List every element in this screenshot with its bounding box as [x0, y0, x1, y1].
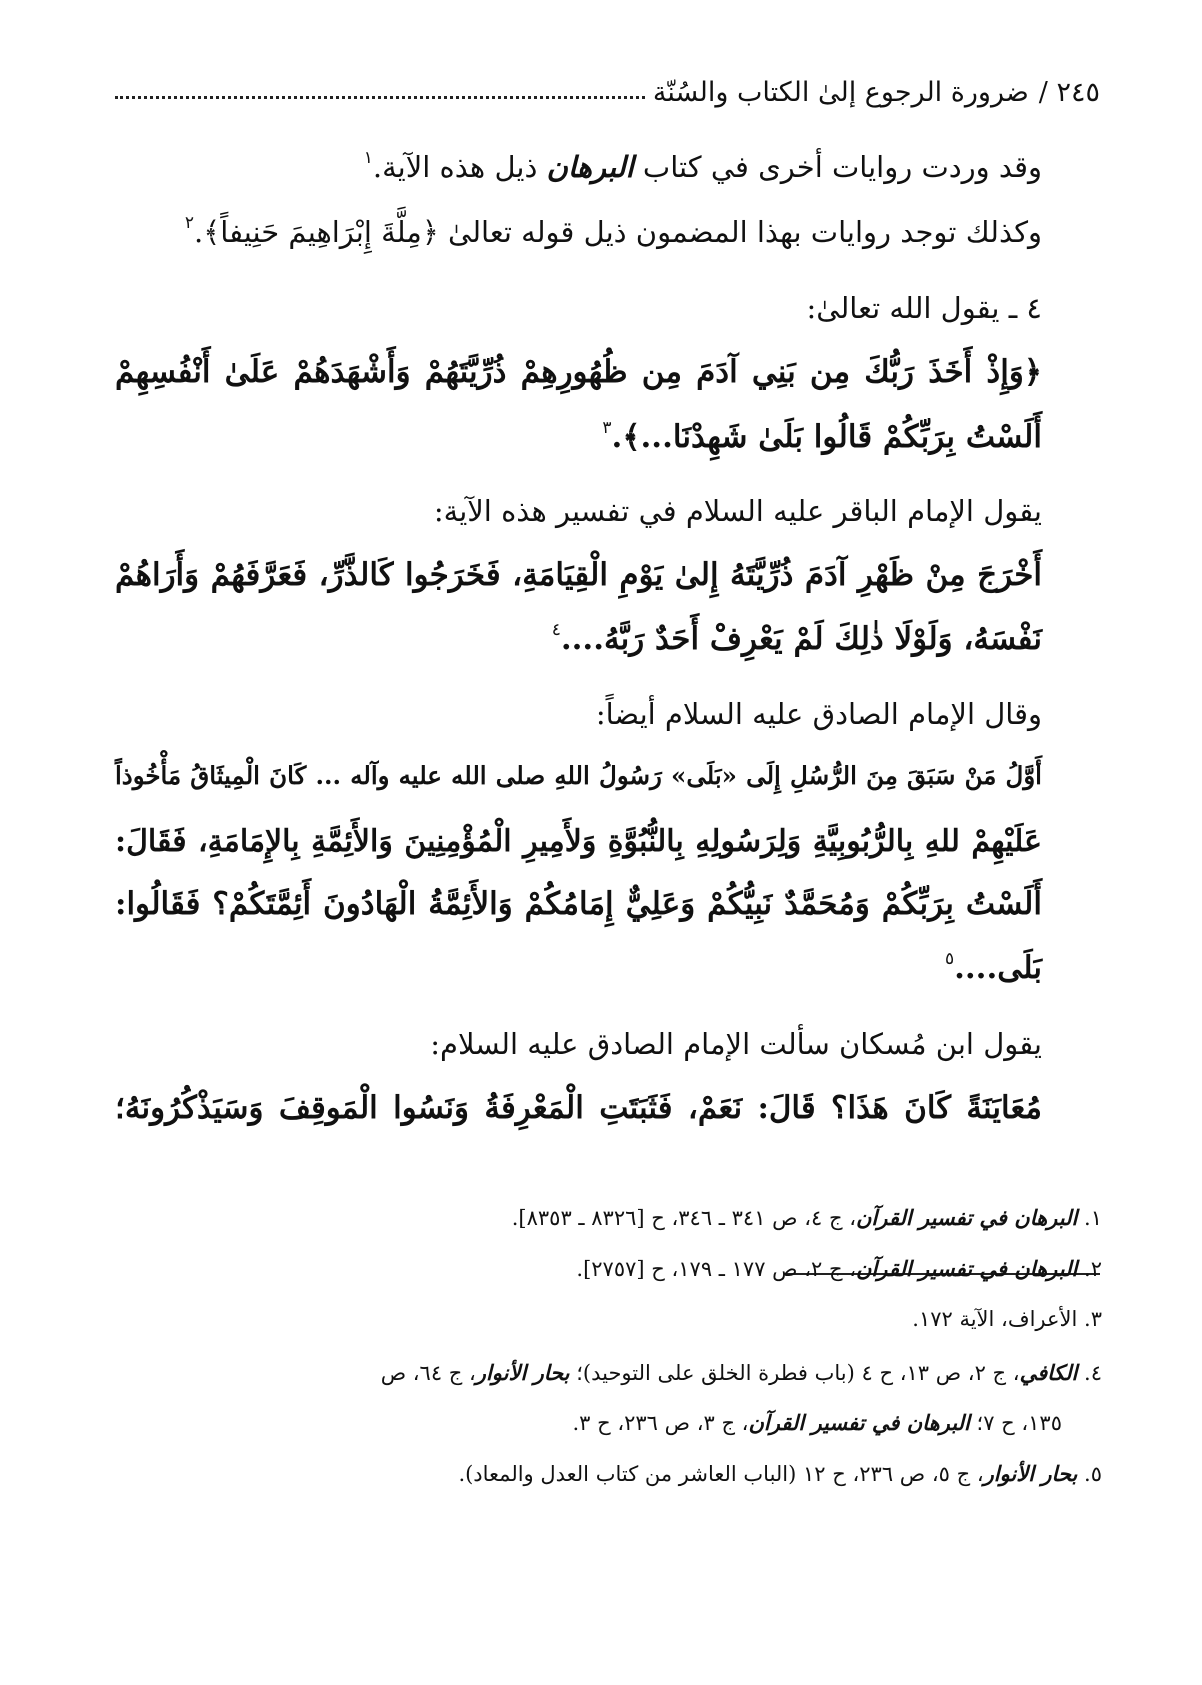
footnote-number: ١. — [1084, 1206, 1102, 1230]
header-dot-leader — [115, 96, 645, 99]
footnote-number: ٤. — [1084, 1361, 1102, 1385]
footnote — [115, 1360, 1102, 1385]
source-title: البرهان في تفسير القرآن — [855, 1205, 1078, 1230]
verse-line: ﴿وَإِذْ أَخَذَ رَبُّكَ مِن بَنِي آدَمَ مِن ظُهُورِهِمْ ذُرِّيَّتَهُمْ وَأَشْهَدَهُمْ عَلَىٰ أَنْفُسِهِمْ — [115, 354, 1042, 390]
source-title: الكافي — [1019, 1360, 1078, 1385]
footnote-ref: ٤ — [551, 620, 561, 640]
header-page-number: ٢٤٥ / — [1038, 76, 1100, 108]
footnote-text: ، ج ٢، ص ١٧٧ ـ ١٧٩، ح [٢٧٥٧]. — [576, 1257, 856, 1281]
paragraph-line: يقول ابن مُسكان سألت الإمام الصادق عليه السلام: — [430, 1027, 1042, 1061]
footnote-ref: ٥ — [944, 949, 955, 969]
running-header — [115, 70, 1100, 114]
footnote-text: ، ج ٢، ص ١٣، ح ٤ (باب فطرة الخلق على التوحيد)؛ — [576, 1361, 1020, 1385]
footnote-ref: ٢ — [184, 213, 195, 233]
footnote-text: ، ج ٤، ص ٣٤١ ـ ٣٤٦، ح [٨٣٢٦ ـ ٨٣٥٣]. — [511, 1206, 856, 1230]
paragraph-line — [115, 148, 1042, 184]
footnote-number: ٢. — [1084, 1257, 1102, 1281]
header-title: ضرورة الرجوع إلىٰ الكتاب والسُنّة — [652, 76, 1029, 108]
paragraph-line: وقال الإمام الصادق عليه السلام أيضاً: — [595, 697, 1042, 731]
text: نَفْسَهُ، وَلَوْلَا ذٰلِكَ لَمْ يَعْرِفْ أَحَدٌ رَبَّهُ.... — [560, 621, 1042, 657]
footnote-continuation — [115, 1410, 1062, 1435]
hadith-line: أَلَسْتُ بِرَبِّكُمْ وَمُحَمَّدٌ نَبِيُّكُمْ وَعَلِيٌّ إِمَامُكُمْ وَالأَئِمَّةُ الْهَادُونَ أَئِمَّتَكُمْ؟ فَقَالُوا: — [115, 886, 1042, 922]
source-title: بحار الأنوار — [475, 1360, 570, 1385]
footnote — [115, 1461, 1102, 1486]
footnote-number: ٥. — [1084, 1462, 1102, 1486]
footnote — [115, 1256, 1102, 1281]
footnote: ٣. الأعراف، الآية ١٧٢. — [912, 1307, 1102, 1331]
text: وكذلك توجد روايات بهذا المضمون ذيل قوله تعالىٰ ﴿مِلَّةَ إِبْرَاهِيمَ حَنِيفاً﴾. — [194, 215, 1042, 249]
hadith-line: أَخْرَجَ مِنْ ظَهْرِ آدَمَ ذُرِّيَّتَهُ إِلىٰ يَوْمِ الْقِيَامَةِ، فَخَرَجُوا كَالذَّرِّ، فَعَرَّفَهُمْ وَأَرَاهُمْ — [115, 557, 1042, 593]
hadith-line — [115, 620, 1042, 657]
text: ذيل هذه الآية. — [372, 150, 538, 184]
paragraph-line — [115, 213, 1042, 249]
source-title: البرهان في تفسير القرآن — [855, 1256, 1078, 1281]
footnote-text: ، ج ٣، ص ٢٣٦، ح ٣. — [572, 1411, 749, 1435]
hadith-line: أَوَّلُ مَنْ سَبَقَ مِنَ الرُّسُلِ إِلَى «بَلَى» رَسُولُ اللهِ صلى الله عليه وآله ... كَانَ الْمِيثَاقُ مَأْخُوذاً — [115, 761, 1042, 790]
footnote — [115, 1205, 1102, 1230]
footnote-text: ، ج ٦٤، ص — [380, 1361, 476, 1385]
text: بَلَى.... — [954, 950, 1042, 986]
source-title: البرهان — [546, 150, 634, 184]
source-title: البرهان في تفسير القرآن — [748, 1410, 970, 1435]
verse-line — [115, 418, 1042, 455]
paragraph-line: يقول الإمام الباقر عليه السلام في تفسير هذه الآية: — [433, 494, 1042, 528]
text: وقد وردت روايات أخرى في كتاب — [642, 150, 1042, 184]
hadith-line: مُعَايَنَةً كَانَ هَذَا؟ قَالَ: نَعَمْ، فَثَبَتَتِ الْمَعْرِفَةُ وَنَسُوا الْمَوقِفَ وَسَيَذْكُرُونَهُ؛ — [115, 1090, 1042, 1126]
hadith-line: عَلَيْهِمْ للهِ بِالرُّبُوبِيَّةِ وَلِرَسُولِهِ بِالنُّبُوَّةِ وَلأَمِيرِ الْمُؤْمِنِينَ وَالأَئِمَّةِ بِالإِمَامَةِ، فَقَالَ: — [115, 824, 1042, 859]
text: أَلَسْتُ بِرَبِّكُمْ قَالُوا بَلَىٰ شَهِدْنَا...﴾. — [611, 419, 1042, 455]
source-title: بحار الأنوار — [983, 1461, 1078, 1486]
footnote-text: ١٣٥، ح ٧؛ — [976, 1411, 1062, 1435]
hadith-line — [115, 949, 1042, 986]
footnote-ref: ٣ — [602, 418, 612, 438]
section-heading: ٤ ـ يقول الله تعالىٰ: — [806, 291, 1042, 325]
footnote-text: ، ج ٥، ص ٢٣٦، ح ١٢ (الباب العاشر من كتاب العدل والمعاد). — [458, 1462, 984, 1486]
footnote-ref: ١ — [363, 148, 373, 168]
